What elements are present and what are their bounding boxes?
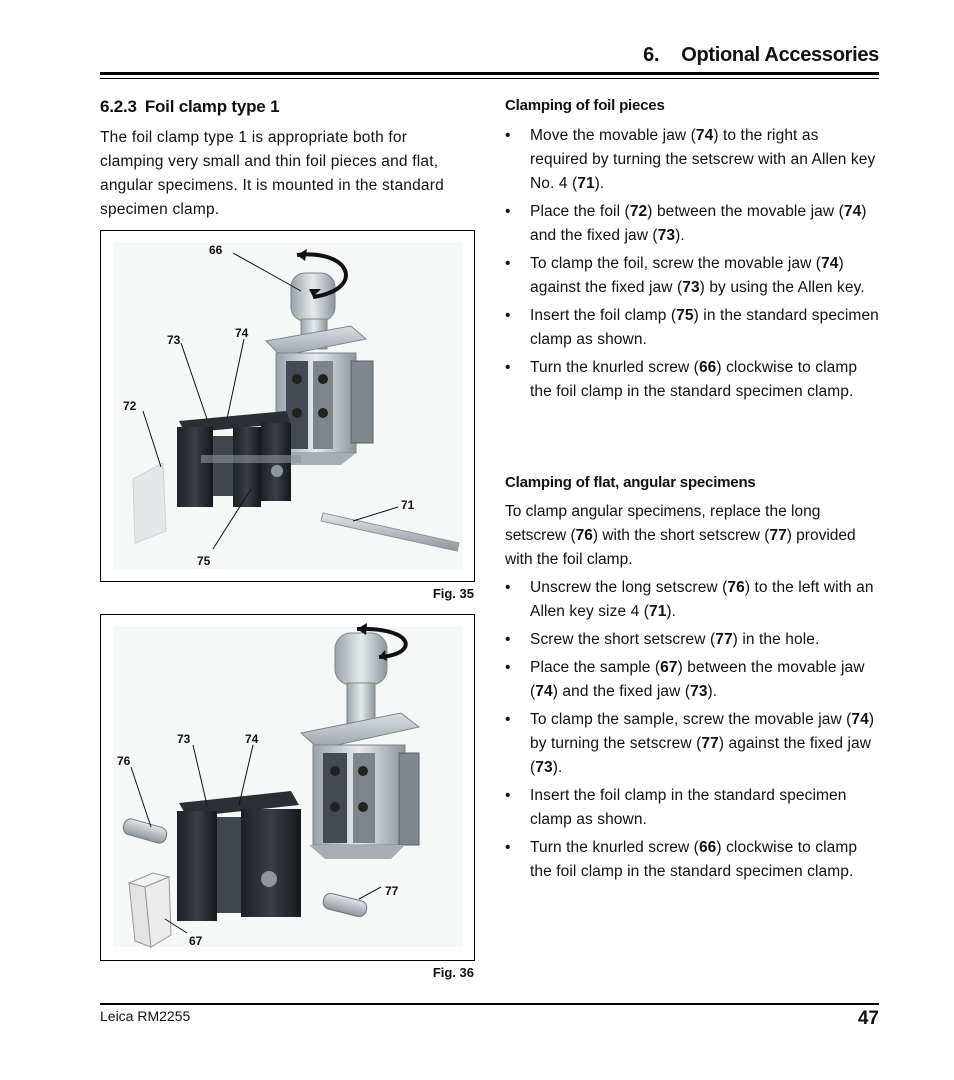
list-item [505, 576, 879, 624]
text-run: ) against the fixed jaw ( [530, 735, 872, 776]
text-run: Move the movable jaw ( [530, 127, 696, 144]
text-run: Place the foil ( [530, 203, 630, 220]
subsection-title-text: Foil clamp type 1 [144, 97, 280, 116]
section-header [100, 44, 879, 72]
bullet-icon: • [505, 255, 511, 272]
text-run: Place the sample ( [530, 659, 661, 676]
text-run: To clamp the sample, screw the movable jaw ( [530, 711, 852, 728]
text-run: ) by turning the setscrew ( [530, 711, 875, 752]
list-item [505, 628, 879, 652]
bullet-icon: • [505, 579, 511, 596]
reference-number: 75 [676, 307, 694, 324]
section-title: Optional Accessories [681, 44, 879, 66]
bullet-icon: • [505, 359, 511, 376]
intro-paragraph: The foil clamp type 1 is appropriate both for clamping very small and thin foil pieces and flat, angular specimens. It is mounted in the standard specimen clamp. [100, 129, 444, 218]
callout-73: 73 [167, 333, 181, 347]
text-run: Screw the short setscrew ( [530, 631, 716, 648]
bullet-icon: • [505, 787, 511, 804]
list-item [505, 836, 879, 884]
reference-number: 73 [657, 227, 676, 244]
reference-number: 67 [660, 659, 678, 676]
callout-67: 67 [189, 934, 203, 948]
text-run: To clamp the foil, screw the movable jaw ( [530, 255, 822, 272]
reference-number: 71 [648, 603, 667, 620]
text-run: ) and the fixed jaw ( [552, 683, 691, 700]
list-item [505, 304, 879, 352]
clamping-foil-list [505, 124, 879, 408]
callout-77: 77 [385, 884, 399, 898]
reference-number: 74 [851, 711, 869, 728]
text-run: ) clockwise to clamp the foil clamp in the standard specimen clamp. [530, 359, 858, 400]
text-run: ) between the movable jaw ( [530, 659, 865, 700]
foil-clamp [177, 411, 301, 507]
reference-number: 74 [843, 203, 862, 220]
callout-73: 73 [177, 732, 191, 746]
footer-product: Leica RM2255 [100, 1008, 191, 1024]
reference-number: 74 [535, 683, 553, 700]
list-item [505, 784, 879, 832]
clamping-flat-title: Clamping of flat, angular specimens [505, 474, 756, 491]
reference-number: 77 [715, 631, 733, 648]
text-run: ). [666, 603, 677, 620]
reference-number: 66 [698, 359, 717, 376]
reference-number: 77 [769, 527, 787, 544]
figure-35-illustration [101, 231, 474, 581]
reference-number: 73 [535, 759, 553, 776]
reference-number: 77 [701, 735, 719, 752]
text-run: ) to the left with an Allen key size 4 ( [530, 579, 874, 620]
footer-rule [100, 1003, 879, 1005]
reference-number: 66 [698, 839, 717, 856]
bullet-icon: • [505, 203, 511, 220]
list-item [505, 252, 879, 300]
text-run: ) by using the Allen key. [699, 279, 865, 296]
text-run: Insert the foil clamp ( [530, 307, 677, 324]
section-number: 6. [643, 44, 660, 66]
text-run: ) against the fixed jaw ( [530, 255, 844, 296]
reference-number: 74 [695, 127, 714, 144]
text-run: ). [707, 683, 718, 700]
callout-74: 74 [245, 732, 259, 746]
reference-number: 73 [682, 279, 700, 296]
reference-number: 76 [727, 579, 745, 596]
clamping-flat-intro [505, 500, 879, 572]
reference-number: 72 [629, 203, 648, 220]
text-run: ) in the hole. [732, 631, 820, 648]
figure-35 [100, 230, 475, 582]
subsection-title [100, 97, 474, 117]
figure-35-caption: Fig. 35 [432, 586, 474, 601]
bullet-icon: • [505, 659, 511, 676]
text-run: ) and the fixed jaw ( [530, 203, 867, 244]
list-item [505, 708, 879, 780]
text-run: ). [675, 227, 685, 244]
text-run: ) with the short setscrew ( [592, 527, 770, 544]
reference-number: 73 [690, 683, 708, 700]
clamping-flat-list [505, 576, 879, 888]
reference-number: 74 [821, 255, 839, 272]
foil-clamp [177, 791, 301, 921]
callout-71: 71 [401, 498, 415, 512]
bullet-icon: • [505, 631, 511, 648]
text-run: ) in the standard specimen clamp as shown. [530, 307, 879, 348]
header-rule-thin [100, 78, 879, 79]
sample [129, 873, 171, 947]
figure-36-caption: Fig. 36 [432, 965, 474, 980]
list-item [505, 200, 879, 248]
callout-72: 72 [123, 399, 137, 413]
figure-36-illustration [101, 615, 474, 960]
text-run: ) between the movable jaw ( [647, 203, 844, 220]
clamping-foil-title: Clamping of foil pieces [505, 97, 665, 114]
figure-36 [100, 614, 475, 961]
list-item [505, 656, 879, 704]
bullet-icon: • [505, 839, 511, 856]
callout-76: 76 [117, 754, 131, 768]
text-run: To clamp angular specimens, replace the long setscrew ( [505, 503, 821, 544]
reference-number: 76 [575, 527, 593, 544]
text-run: ). [552, 759, 563, 776]
callout-75: 75 [197, 554, 211, 568]
list-item [505, 124, 879, 196]
text-run: Unscrew the long setscrew ( [530, 579, 728, 596]
text-run: ) provided with the foil clamp. [505, 527, 856, 568]
reference-number: 71 [577, 175, 595, 192]
list-item [505, 356, 879, 404]
subsection-number: 6.2.3 [100, 97, 137, 116]
callout-66: 66 [209, 243, 223, 257]
bullet-icon: • [505, 127, 511, 144]
text-run: Turn the knurled screw ( [530, 359, 699, 376]
bullet-icon: • [505, 307, 511, 324]
page-number: 47 [857, 1008, 879, 1029]
text-run: Insert the foil clamp in the standard specimen clamp as shown. [530, 787, 847, 828]
text-run: Turn the knurled screw ( [530, 839, 699, 856]
callout-74: 74 [235, 326, 249, 340]
text-run: ) to the right as required by turning the setscrew with an Allen key No. 4 ( [530, 127, 876, 192]
text-run: ). [594, 175, 605, 192]
header-rule [100, 72, 879, 75]
bullet-icon: • [505, 711, 511, 728]
text-run: ) clockwise to clamp the foil clamp in the standard specimen clamp. [530, 839, 858, 880]
